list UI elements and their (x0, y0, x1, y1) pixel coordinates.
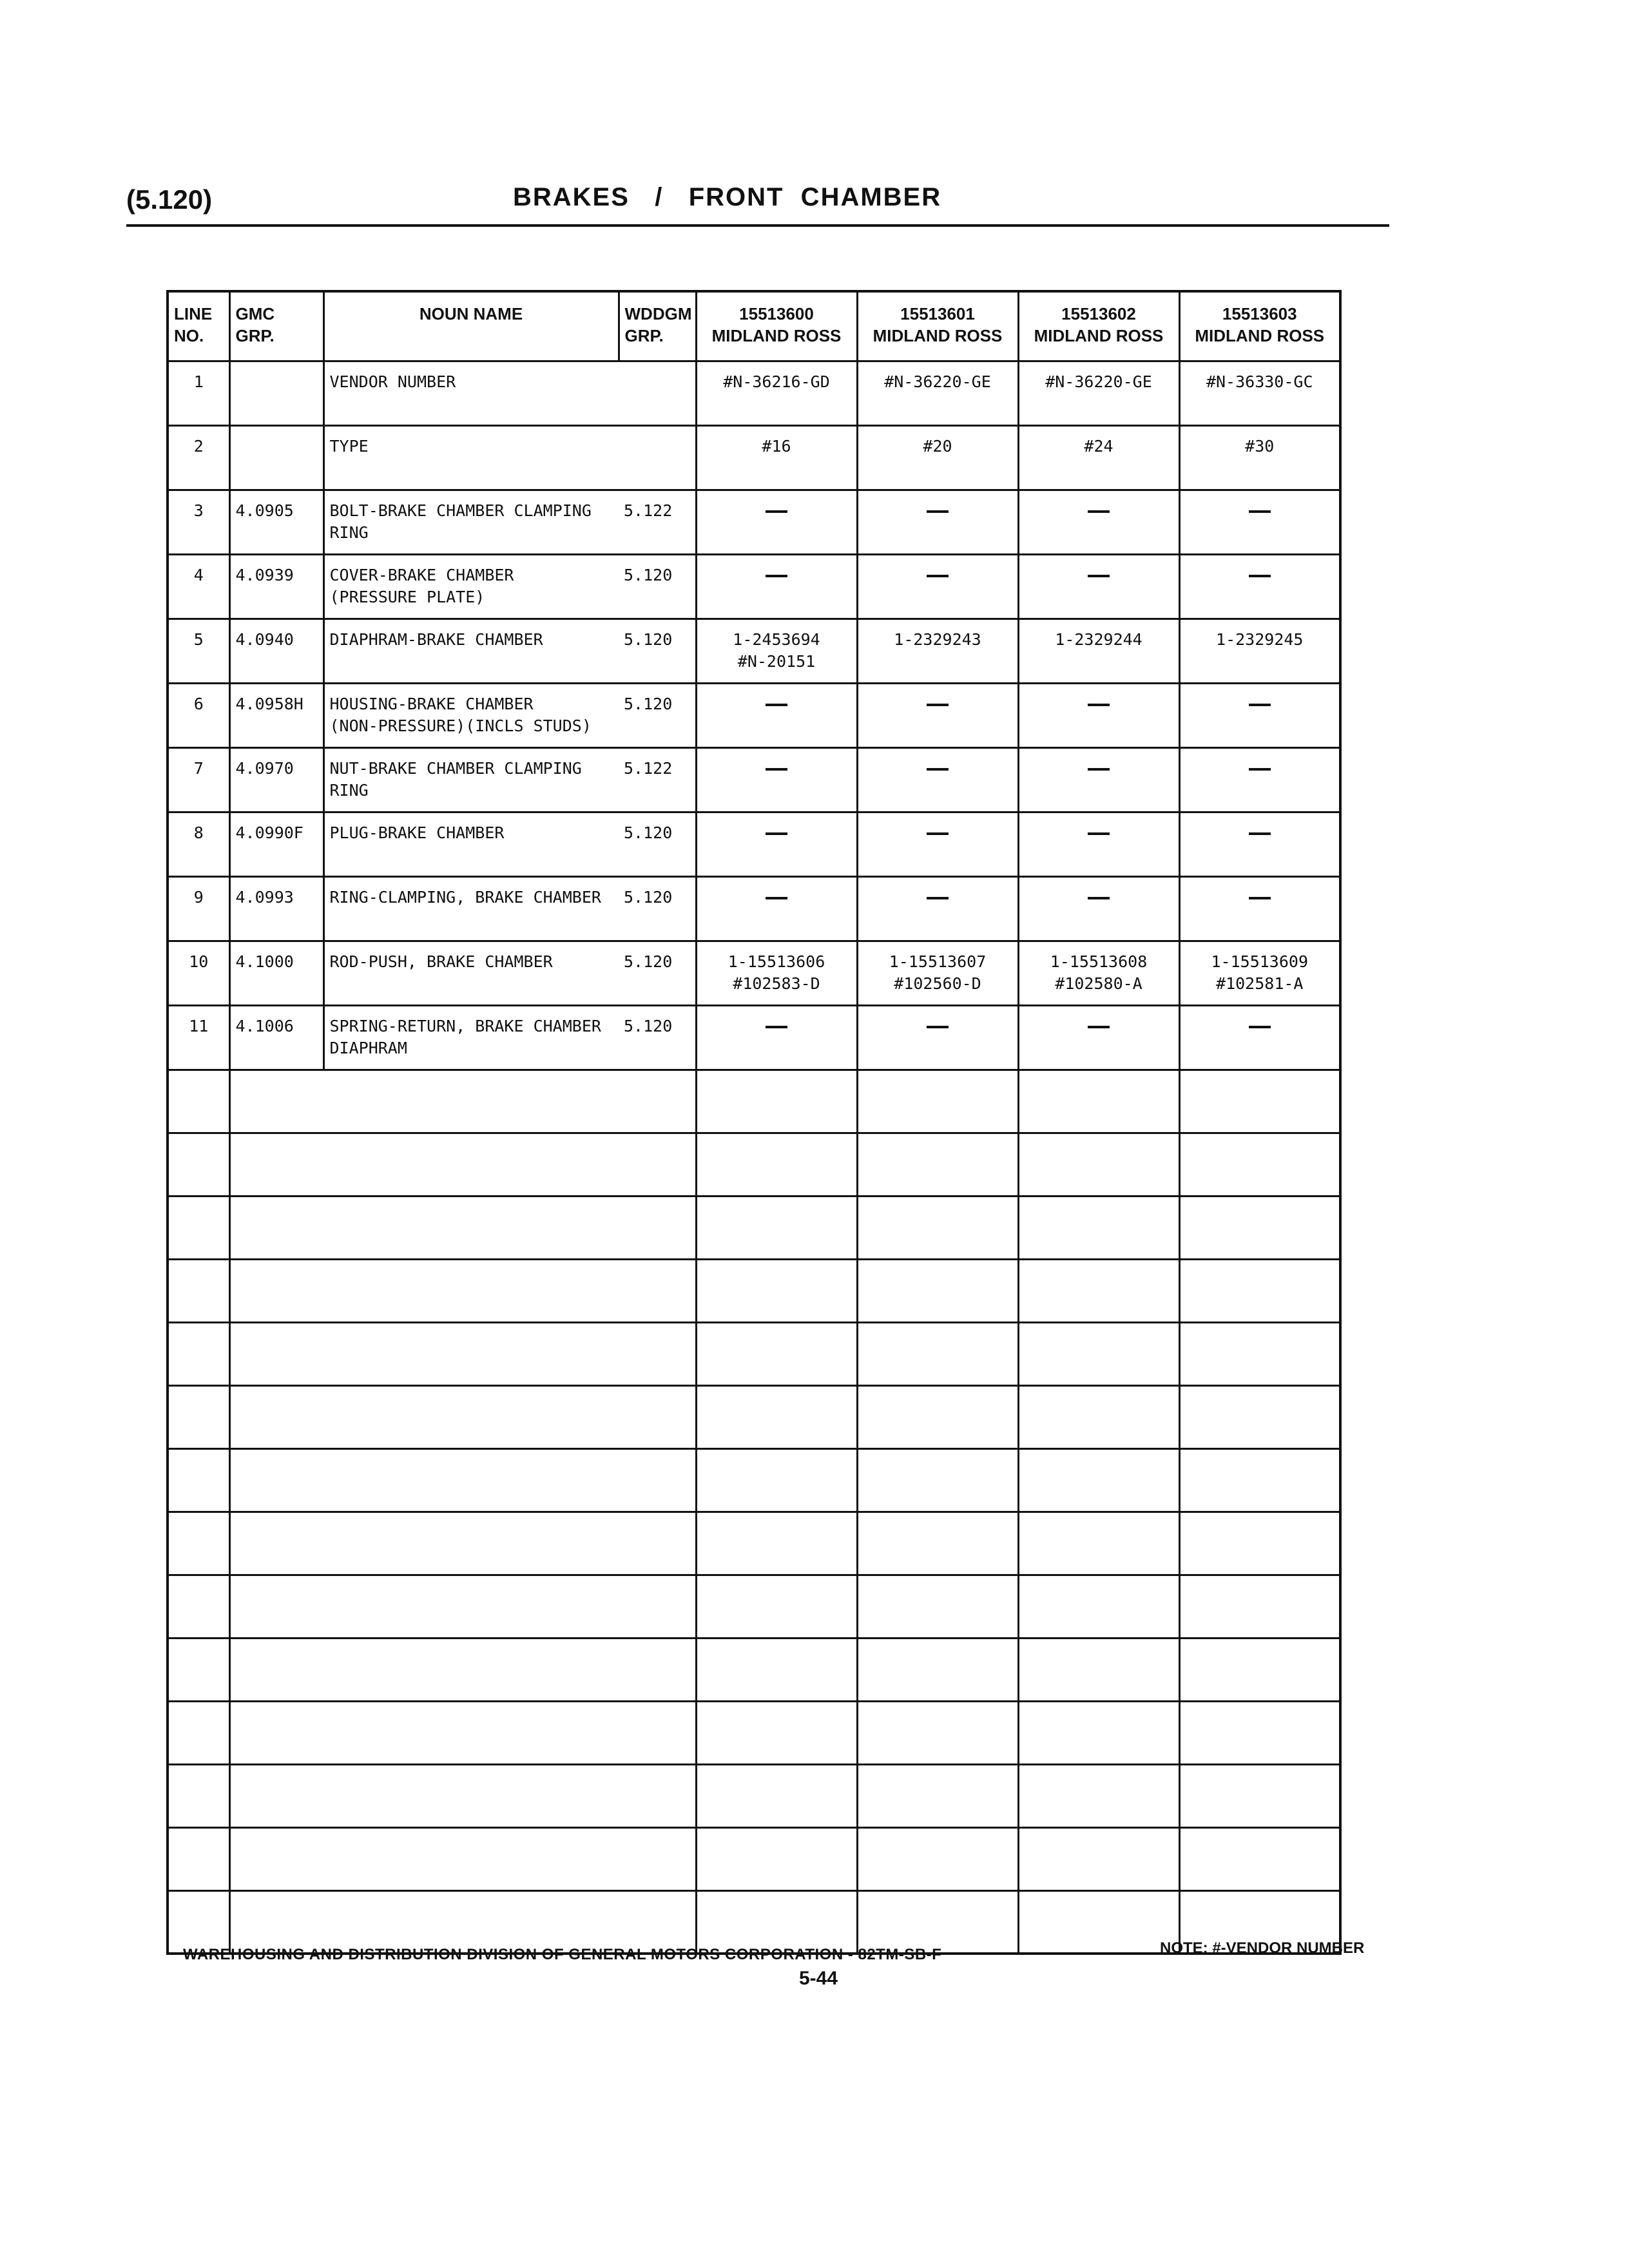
empty-cell (1018, 1575, 1179, 1638)
part-cell (1018, 619, 1179, 683)
part-value: #24 (1084, 436, 1113, 456)
empty-cell (857, 1133, 1018, 1196)
noun-name-line-1: HOUSING-BRAKE CHAMBER (329, 694, 534, 713)
part-cell (1018, 812, 1179, 876)
empty-cell (229, 1575, 696, 1638)
noun-name-line-1: VENDOR NUMBER (329, 372, 456, 391)
part-cell (1179, 361, 1340, 425)
wddgm-group: 5.120 (619, 812, 696, 876)
empty-cell (857, 1764, 1018, 1827)
not-applicable-dash (1088, 510, 1110, 513)
part-cell (857, 361, 1018, 425)
empty-cell (857, 1196, 1018, 1259)
part-value: #30 (1245, 436, 1275, 456)
table-row (168, 941, 1340, 1005)
empty-cell (1018, 1448, 1179, 1512)
wddgm-group (619, 361, 696, 425)
table-row (168, 812, 1340, 876)
part-cell (857, 683, 1018, 747)
empty-table-row (168, 1575, 1340, 1638)
not-applicable-dash (766, 704, 787, 706)
gmc-group: 4.0990F (229, 812, 323, 876)
part-value: 1-2329245 (1216, 629, 1304, 649)
part-value-secondary: #102581-A (1216, 974, 1304, 993)
gmc-group: 4.0940 (229, 619, 323, 683)
empty-cell (1179, 1764, 1340, 1827)
page-header (126, 173, 1389, 227)
part-maker: MIDLAND ROSS (711, 326, 842, 345)
part-cell (696, 361, 857, 425)
empty-cell (857, 1322, 1018, 1385)
empty-cell (229, 1322, 696, 1385)
empty-cell (857, 1070, 1018, 1133)
not-applicable-dash (766, 575, 787, 577)
empty-cell (696, 1575, 857, 1638)
empty-cell (1179, 1196, 1340, 1259)
noun-name-line-1: TYPE (329, 436, 369, 456)
part-maker: MIDLAND ROSS (1034, 326, 1164, 345)
noun-name (323, 876, 619, 941)
parts-table (166, 290, 1342, 1955)
part-value: 1-15513607 (889, 952, 987, 971)
empty-table-row (168, 1259, 1340, 1322)
empty-cell (696, 1638, 857, 1701)
part-value-secondary: #102583-D (733, 974, 820, 993)
noun-name (323, 361, 619, 425)
table-row (168, 490, 1340, 554)
col-header-noun-name: NOUN NAME (323, 291, 619, 361)
noun-name (323, 941, 619, 1005)
part-cell (857, 490, 1018, 554)
noun-name-line-1: SPRING-RETURN, BRAKE CHAMBER (329, 1016, 601, 1035)
gmc-group: 4.0905 (229, 490, 323, 554)
empty-cell (229, 1512, 696, 1575)
empty-cell (168, 1070, 229, 1133)
part-cell (1018, 490, 1179, 554)
not-applicable-dash (1088, 768, 1110, 771)
part-cell (696, 425, 857, 490)
empty-cell (1018, 1133, 1179, 1196)
page-number: 5-44 (799, 1968, 838, 1989)
noun-name-line-1: RING-CLAMPING, BRAKE CHAMBER (329, 887, 601, 907)
empty-cell (168, 1259, 229, 1322)
empty-cell (696, 1890, 857, 1954)
wddgm-group: 5.120 (619, 554, 696, 619)
wddgm-group: 5.120 (619, 683, 696, 747)
not-applicable-dash (1088, 897, 1110, 899)
empty-cell (168, 1133, 229, 1196)
gmc-group: 4.0939 (229, 554, 323, 619)
empty-cell (229, 1133, 696, 1196)
line-number: 1 (168, 361, 229, 425)
part-cell (1179, 941, 1340, 1005)
line-number: 2 (168, 425, 229, 490)
wddgm-group: 5.122 (619, 490, 696, 554)
not-applicable-dash (927, 575, 949, 577)
part-value: #N-36216-GD (723, 372, 830, 391)
wddgm-group: 5.120 (619, 876, 696, 941)
table-body (168, 361, 1340, 1954)
col-header-gmc-grp: GMC GRP. (229, 291, 323, 361)
line-number: 10 (168, 941, 229, 1005)
wddgm-group: 5.122 (619, 747, 696, 812)
noun-name-line-1: NUT-BRAKE CHAMBER CLAMPING RING (329, 758, 582, 800)
not-applicable-dash (766, 1026, 787, 1028)
part-cell (857, 554, 1018, 619)
part-number: 15513602 (1061, 304, 1136, 323)
table-row (168, 683, 1340, 747)
table-header-row (168, 291, 1340, 361)
empty-cell (696, 1764, 857, 1827)
noun-name (323, 425, 619, 490)
line-number: 5 (168, 619, 229, 683)
empty-cell (1018, 1512, 1179, 1575)
empty-cell (229, 1638, 696, 1701)
wddgm-group: 5.120 (619, 1005, 696, 1070)
empty-cell (1179, 1701, 1340, 1764)
empty-cell (229, 1701, 696, 1764)
empty-cell (168, 1322, 229, 1385)
empty-cell (857, 1385, 1018, 1448)
not-applicable-dash (1249, 832, 1271, 835)
not-applicable-dash (927, 897, 949, 899)
noun-name-line-1: ROD-PUSH, BRAKE CHAMBER (329, 952, 553, 971)
part-cell (1179, 554, 1340, 619)
part-cell (696, 1005, 857, 1070)
not-applicable-dash (1249, 1026, 1271, 1028)
part-cell (857, 941, 1018, 1005)
part-cell (1179, 490, 1340, 554)
empty-table-row (168, 1512, 1340, 1575)
not-applicable-dash (766, 768, 787, 771)
empty-cell (168, 1638, 229, 1701)
empty-cell (857, 1701, 1018, 1764)
table-row (168, 361, 1340, 425)
empty-cell (857, 1890, 1018, 1954)
line-number: 8 (168, 812, 229, 876)
line-number: 9 (168, 876, 229, 941)
part-cell (696, 876, 857, 941)
footer-publisher: WAREHOUSING AND DISTRIBUTION DIVISION OF GENERAL MOTORS CORPORATION - 82TM-SB-F (183, 1946, 942, 1963)
not-applicable-dash (1249, 704, 1271, 706)
empty-cell (168, 1764, 229, 1827)
wddgm-group: 5.120 (619, 619, 696, 683)
not-applicable-dash (927, 704, 949, 706)
empty-cell (696, 1259, 857, 1322)
line-number: 7 (168, 747, 229, 812)
empty-cell (1179, 1322, 1340, 1385)
noun-name (323, 490, 619, 554)
part-cell (1179, 683, 1340, 747)
not-applicable-dash (766, 510, 787, 513)
noun-name-line-1: BOLT-BRAKE CHAMBER CLAMPING (329, 501, 592, 520)
part-value: 1-15513609 (1211, 952, 1308, 971)
noun-name-line-1: COVER-BRAKE CHAMBER (329, 565, 514, 584)
empty-cell (229, 1196, 696, 1259)
empty-cell (1018, 1890, 1179, 1954)
table-row (168, 425, 1340, 490)
empty-table-row (168, 1638, 1340, 1701)
empty-cell (1179, 1448, 1340, 1512)
part-value: #20 (923, 436, 952, 456)
empty-cell (168, 1196, 229, 1259)
empty-cell (168, 1575, 229, 1638)
table-row (168, 619, 1340, 683)
line-number: 6 (168, 683, 229, 747)
empty-cell (696, 1512, 857, 1575)
empty-table-row (168, 1196, 1340, 1259)
empty-table-row (168, 1764, 1340, 1827)
empty-cell (696, 1827, 857, 1890)
part-cell (1179, 425, 1340, 490)
part-cell (1179, 619, 1340, 683)
empty-cell (1018, 1638, 1179, 1701)
table-row (168, 554, 1340, 619)
empty-cell (1179, 1385, 1340, 1448)
empty-cell (696, 1322, 857, 1385)
table-row (168, 747, 1340, 812)
gmc-group: 4.1006 (229, 1005, 323, 1070)
part-value: #16 (762, 436, 791, 456)
empty-table-row (168, 1322, 1340, 1385)
noun-name (323, 812, 619, 876)
part-cell (696, 747, 857, 812)
empty-cell (696, 1070, 857, 1133)
col-header-part-1 (696, 291, 857, 361)
part-cell (696, 619, 857, 683)
empty-cell (857, 1638, 1018, 1701)
not-applicable-dash (766, 832, 787, 835)
empty-cell (229, 1448, 696, 1512)
empty-cell (1018, 1196, 1179, 1259)
empty-cell (857, 1827, 1018, 1890)
not-applicable-dash (1249, 575, 1271, 577)
empty-cell (1179, 1133, 1340, 1196)
part-cell (696, 554, 857, 619)
part-value: #N-36220-GE (884, 372, 991, 391)
empty-table-row (168, 1133, 1340, 1196)
part-cell (1018, 361, 1179, 425)
section-code: (5.120) (126, 184, 213, 215)
part-cell (696, 812, 857, 876)
empty-cell (1018, 1764, 1179, 1827)
part-value-secondary: #102560-D (894, 974, 981, 993)
part-cell (1018, 941, 1179, 1005)
part-value: 1-15513606 (728, 952, 825, 971)
empty-cell (168, 1448, 229, 1512)
col-header-line-no: LINE NO. (168, 291, 229, 361)
table-row (168, 1005, 1340, 1070)
empty-cell (229, 1385, 696, 1448)
part-value: 1-2329244 (1055, 629, 1142, 649)
gmc-group (229, 425, 323, 490)
col-header-wddgm-grp: WDDGM GRP. (619, 291, 696, 361)
empty-cell (1179, 1259, 1340, 1322)
noun-name-line-2: (PRESSURE PLATE) (329, 587, 485, 606)
empty-cell (857, 1448, 1018, 1512)
part-value-secondary: #102580-A (1055, 974, 1142, 993)
not-applicable-dash (1249, 897, 1271, 899)
empty-cell (229, 1890, 696, 1954)
part-cell (857, 1005, 1018, 1070)
empty-cell (168, 1890, 229, 1954)
empty-cell (857, 1512, 1018, 1575)
part-cell (1179, 747, 1340, 812)
empty-table-row (168, 1385, 1340, 1448)
empty-cell (696, 1701, 857, 1764)
empty-cell (229, 1827, 696, 1890)
empty-table-row (168, 1827, 1340, 1890)
part-cell (857, 812, 1018, 876)
empty-cell (168, 1701, 229, 1764)
empty-cell (1018, 1322, 1179, 1385)
col-header-part-2 (857, 291, 1018, 361)
noun-name (323, 1005, 619, 1070)
part-cell (1179, 876, 1340, 941)
part-number: 15513601 (900, 304, 975, 323)
empty-cell (1018, 1070, 1179, 1133)
noun-name (323, 683, 619, 747)
empty-cell (696, 1133, 857, 1196)
part-number: 15513600 (739, 304, 814, 323)
empty-cell (1179, 1512, 1340, 1575)
not-applicable-dash (927, 832, 949, 835)
empty-table-row (168, 1448, 1340, 1512)
part-maker: MIDLAND ROSS (872, 326, 1003, 345)
part-cell (696, 683, 857, 747)
noun-name-line-2: (NON-PRESSURE)(INCLS STUDS) (329, 716, 592, 735)
not-applicable-dash (1088, 704, 1110, 706)
empty-cell (1018, 1701, 1179, 1764)
empty-cell (1179, 1070, 1340, 1133)
empty-cell (857, 1575, 1018, 1638)
part-cell (696, 941, 857, 1005)
empty-cell (696, 1196, 857, 1259)
empty-cell (696, 1385, 857, 1448)
part-cell (857, 619, 1018, 683)
noun-name-line-2: DIAPHRAM (329, 1038, 407, 1057)
gmc-group: 4.1000 (229, 941, 323, 1005)
empty-cell (1179, 1575, 1340, 1638)
not-applicable-dash (927, 768, 949, 771)
wddgm-group (619, 425, 696, 490)
part-cell (1018, 683, 1179, 747)
noun-name (323, 619, 619, 683)
part-number: 15513603 (1222, 304, 1297, 323)
footer-note: NOTE: #-VENDOR NUMBER (1160, 1939, 1365, 1957)
col-header-part-3 (1018, 291, 1179, 361)
empty-cell (229, 1764, 696, 1827)
empty-table-row (168, 1070, 1340, 1133)
part-value: 1-2453694 (733, 629, 820, 649)
part-maker: MIDLAND ROSS (1195, 326, 1325, 345)
part-cell (1018, 554, 1179, 619)
empty-table-row (168, 1701, 1340, 1764)
not-applicable-dash (766, 897, 787, 899)
empty-cell (168, 1827, 229, 1890)
part-cell (857, 747, 1018, 812)
line-number: 11 (168, 1005, 229, 1070)
part-value: 1-15513608 (1050, 952, 1148, 971)
empty-cell (857, 1259, 1018, 1322)
part-cell (1018, 1005, 1179, 1070)
empty-cell (229, 1070, 696, 1133)
not-applicable-dash (1249, 768, 1271, 771)
part-cell (857, 425, 1018, 490)
gmc-group (229, 361, 323, 425)
noun-name (323, 554, 619, 619)
not-applicable-dash (1088, 575, 1110, 577)
empty-cell (1018, 1827, 1179, 1890)
part-cell (1179, 1005, 1340, 1070)
part-value: #N-36220-GE (1045, 372, 1152, 391)
not-applicable-dash (1249, 510, 1271, 513)
empty-cell (1018, 1259, 1179, 1322)
empty-cell (168, 1512, 229, 1575)
part-cell (857, 876, 1018, 941)
col-header-part-4 (1179, 291, 1340, 361)
line-number: 4 (168, 554, 229, 619)
part-value-secondary: #N-20151 (737, 651, 816, 671)
part-cell (1179, 812, 1340, 876)
wddgm-group: 5.120 (619, 941, 696, 1005)
empty-cell (1179, 1827, 1340, 1890)
empty-cell (229, 1259, 696, 1322)
part-cell (1018, 876, 1179, 941)
part-cell (1018, 425, 1179, 490)
page-title: BRAKES / FRONT CHAMBER (513, 183, 942, 211)
line-number: 3 (168, 490, 229, 554)
part-value: #N-36330-GC (1206, 372, 1313, 391)
noun-name-line-2: RING (329, 523, 369, 542)
not-applicable-dash (927, 1026, 949, 1028)
part-cell (1018, 747, 1179, 812)
gmc-group: 4.0958H (229, 683, 323, 747)
empty-cell (168, 1385, 229, 1448)
part-cell (696, 490, 857, 554)
gmc-group: 4.0970 (229, 747, 323, 812)
noun-name-line-1: DIAPHRAM-BRAKE CHAMBER (329, 629, 543, 649)
noun-name (323, 747, 619, 812)
empty-cell (1179, 1638, 1340, 1701)
part-value: 1-2329243 (894, 629, 981, 649)
not-applicable-dash (927, 510, 949, 513)
table-row (168, 876, 1340, 941)
not-applicable-dash (1088, 1026, 1110, 1028)
not-applicable-dash (1088, 832, 1110, 835)
gmc-group: 4.0993 (229, 876, 323, 941)
empty-cell (696, 1448, 857, 1512)
empty-cell (1018, 1385, 1179, 1448)
noun-name-line-1: PLUG-BRAKE CHAMBER (329, 823, 505, 842)
